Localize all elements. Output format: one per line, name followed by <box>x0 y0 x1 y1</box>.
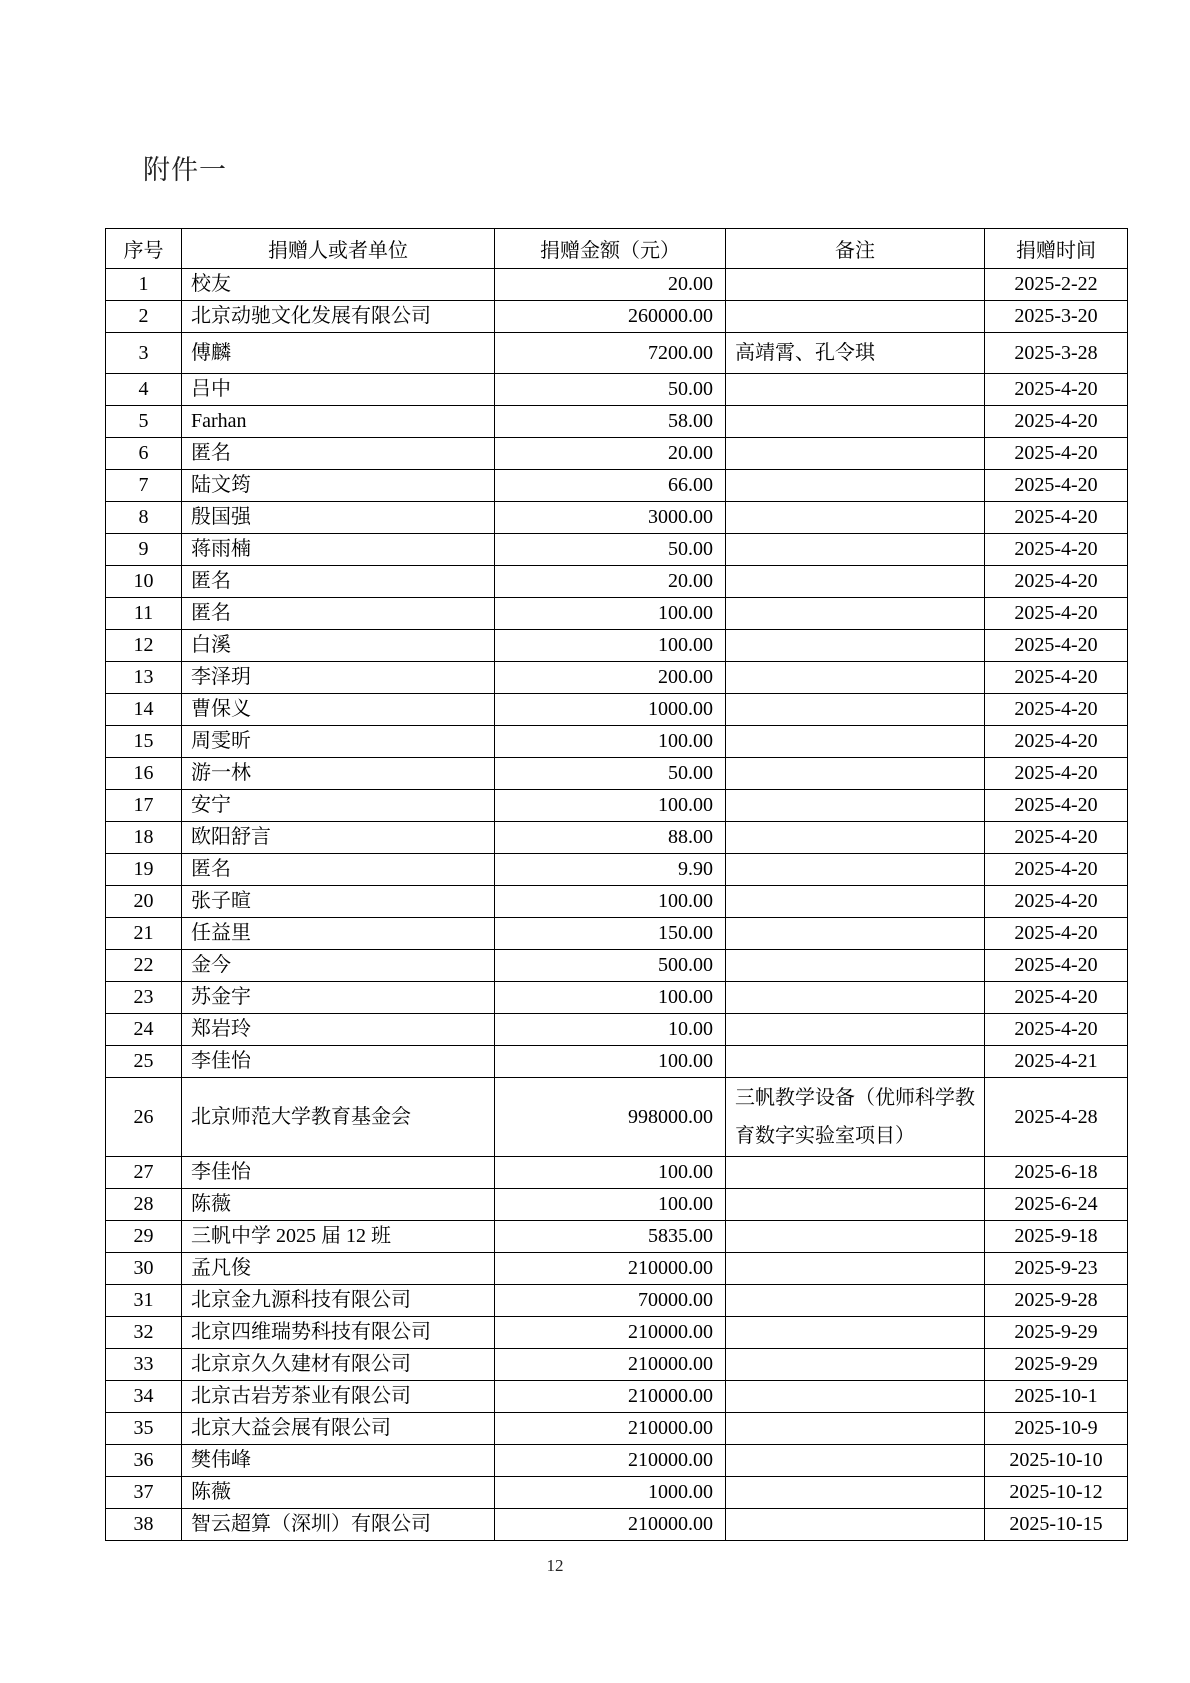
cell-donor: 樊伟峰 <box>182 1445 495 1477</box>
table-row <box>106 1221 1128 1253</box>
donation-table <box>105 228 1128 1541</box>
cell-amount: 210000.00 <box>495 1349 726 1381</box>
cell-amount: 100.00 <box>495 1046 726 1078</box>
cell-amount: 50.00 <box>495 758 726 790</box>
cell-date: 2025-6-18 <box>985 1157 1128 1189</box>
cell-amount: 210000.00 <box>495 1413 726 1445</box>
table-row <box>106 566 1128 598</box>
table-row <box>106 662 1128 694</box>
cell-date: 2025-4-20 <box>985 822 1128 854</box>
cell-date: 2025-4-20 <box>985 598 1128 630</box>
cell-amount: 100.00 <box>495 726 726 758</box>
cell-amount: 998000.00 <box>495 1078 726 1157</box>
cell-date: 2025-10-10 <box>985 1445 1128 1477</box>
cell-remark <box>726 598 985 630</box>
table-row <box>106 1477 1128 1509</box>
cell-no: 4 <box>106 374 182 406</box>
cell-donor: 安宁 <box>182 790 495 822</box>
cell-donor: 蒋雨楠 <box>182 534 495 566</box>
cell-donor: 北京大益会展有限公司 <box>182 1413 495 1445</box>
table-row <box>106 1509 1128 1541</box>
cell-date: 2025-4-20 <box>985 470 1128 502</box>
cell-donor: 游一林 <box>182 758 495 790</box>
table-row <box>106 1046 1128 1078</box>
cell-donor: 张子暄 <box>182 886 495 918</box>
cell-remark <box>726 1349 985 1381</box>
cell-amount: 20.00 <box>495 438 726 470</box>
cell-date: 2025-9-29 <box>985 1349 1128 1381</box>
cell-amount: 500.00 <box>495 950 726 982</box>
table-row <box>106 854 1128 886</box>
cell-remark <box>726 1285 985 1317</box>
cell-amount: 210000.00 <box>495 1445 726 1477</box>
cell-date: 2025-4-28 <box>985 1078 1128 1157</box>
cell-remark <box>726 854 985 886</box>
cell-remark <box>726 1381 985 1413</box>
table-row <box>106 1413 1128 1445</box>
cell-donor: 孟凡俊 <box>182 1253 495 1285</box>
cell-remark <box>726 566 985 598</box>
cell-date: 2025-4-20 <box>985 950 1128 982</box>
header-amount: 捐赠金额（元） <box>495 229 726 269</box>
cell-remark <box>726 694 985 726</box>
cell-donor: 苏金宇 <box>182 982 495 1014</box>
cell-date: 2025-4-20 <box>985 534 1128 566</box>
cell-amount: 100.00 <box>495 630 726 662</box>
table-row <box>106 790 1128 822</box>
cell-date: 2025-10-1 <box>985 1381 1128 1413</box>
cell-amount: 1000.00 <box>495 1477 726 1509</box>
table-row <box>106 822 1128 854</box>
cell-no: 8 <box>106 502 182 534</box>
table-row <box>106 1014 1128 1046</box>
cell-date: 2025-10-15 <box>985 1509 1128 1541</box>
cell-no: 1 <box>106 269 182 301</box>
table-row <box>106 1189 1128 1221</box>
cell-donor: 吕中 <box>182 374 495 406</box>
table-body <box>106 269 1128 1541</box>
table-row <box>106 950 1128 982</box>
cell-no: 15 <box>106 726 182 758</box>
cell-no: 28 <box>106 1189 182 1221</box>
cell-donor: 陆文筠 <box>182 470 495 502</box>
cell-amount: 50.00 <box>495 534 726 566</box>
cell-amount: 20.00 <box>495 566 726 598</box>
table-header-row <box>106 229 1128 269</box>
cell-date: 2025-4-20 <box>985 854 1128 886</box>
cell-donor: 北京古岩芳茶业有限公司 <box>182 1381 495 1413</box>
table-row <box>106 1349 1128 1381</box>
cell-no: 37 <box>106 1477 182 1509</box>
cell-amount: 210000.00 <box>495 1509 726 1541</box>
cell-date: 2025-3-28 <box>985 333 1128 374</box>
table-row <box>106 438 1128 470</box>
header-no: 序号 <box>106 229 182 269</box>
cell-donor: 李佳怡 <box>182 1157 495 1189</box>
cell-remark <box>726 886 985 918</box>
cell-remark <box>726 1509 985 1541</box>
cell-remark <box>726 630 985 662</box>
cell-no: 7 <box>106 470 182 502</box>
cell-no: 20 <box>106 886 182 918</box>
cell-date: 2025-4-20 <box>985 438 1128 470</box>
cell-donor: 北京京久久建材有限公司 <box>182 1349 495 1381</box>
cell-remark <box>726 1317 985 1349</box>
table-row <box>106 918 1128 950</box>
cell-amount: 88.00 <box>495 822 726 854</box>
cell-remark <box>726 438 985 470</box>
cell-remark <box>726 1046 985 1078</box>
cell-no: 34 <box>106 1381 182 1413</box>
table-row <box>106 758 1128 790</box>
cell-amount: 58.00 <box>495 406 726 438</box>
cell-remark <box>726 1253 985 1285</box>
cell-donor: 欧阳舒言 <box>182 822 495 854</box>
table-row <box>106 886 1128 918</box>
table-row <box>106 598 1128 630</box>
table-row <box>106 1445 1128 1477</box>
cell-remark <box>726 790 985 822</box>
table-row <box>106 726 1128 758</box>
cell-date: 2025-2-22 <box>985 269 1128 301</box>
cell-amount: 100.00 <box>495 790 726 822</box>
cell-no: 16 <box>106 758 182 790</box>
table-row <box>106 694 1128 726</box>
cell-donor: 匿名 <box>182 598 495 630</box>
cell-amount: 50.00 <box>495 374 726 406</box>
cell-no: 33 <box>106 1349 182 1381</box>
cell-no: 18 <box>106 822 182 854</box>
cell-date: 2025-9-28 <box>985 1285 1128 1317</box>
table-row <box>106 333 1128 374</box>
cell-donor: 傅麟 <box>182 333 495 374</box>
cell-no: 21 <box>106 918 182 950</box>
cell-date: 2025-3-20 <box>985 301 1128 333</box>
cell-amount: 210000.00 <box>495 1253 726 1285</box>
cell-donor: 任益里 <box>182 918 495 950</box>
cell-date: 2025-6-24 <box>985 1189 1128 1221</box>
cell-donor: 匿名 <box>182 854 495 886</box>
cell-amount: 210000.00 <box>495 1317 726 1349</box>
cell-remark <box>726 1157 985 1189</box>
cell-date: 2025-4-20 <box>985 886 1128 918</box>
cell-remark <box>726 1189 985 1221</box>
cell-no: 19 <box>106 854 182 886</box>
cell-date: 2025-4-20 <box>985 1014 1128 1046</box>
cell-amount: 200.00 <box>495 662 726 694</box>
cell-no: 2 <box>106 301 182 333</box>
cell-amount: 5835.00 <box>495 1221 726 1253</box>
cell-no: 26 <box>106 1078 182 1157</box>
cell-no: 10 <box>106 566 182 598</box>
cell-no: 25 <box>106 1046 182 1078</box>
cell-donor: 李佳怡 <box>182 1046 495 1078</box>
cell-amount: 100.00 <box>495 982 726 1014</box>
cell-donor: 三帆中学 2025 届 12 班 <box>182 1221 495 1253</box>
header-donor: 捐赠人或者单位 <box>182 229 495 269</box>
header-date: 捐赠时间 <box>985 229 1128 269</box>
cell-remark <box>726 918 985 950</box>
cell-date: 2025-9-23 <box>985 1253 1128 1285</box>
cell-remark: 三帆教学设备（优师科学教育数字实验室项目） <box>726 1078 985 1157</box>
cell-date: 2025-10-12 <box>985 1477 1128 1509</box>
table-row <box>106 1317 1128 1349</box>
cell-donor: 曹保义 <box>182 694 495 726</box>
cell-donor: 北京四维瑞势科技有限公司 <box>182 1317 495 1349</box>
cell-date: 2025-4-20 <box>985 982 1128 1014</box>
cell-date: 2025-4-20 <box>985 758 1128 790</box>
cell-donor: 匿名 <box>182 566 495 598</box>
cell-donor: 李泽玥 <box>182 662 495 694</box>
table-row <box>106 374 1128 406</box>
table-row <box>106 1285 1128 1317</box>
cell-remark <box>726 502 985 534</box>
cell-date: 2025-4-20 <box>985 630 1128 662</box>
cell-amount: 100.00 <box>495 886 726 918</box>
cell-remark <box>726 301 985 333</box>
cell-amount: 100.00 <box>495 598 726 630</box>
cell-amount: 9.90 <box>495 854 726 886</box>
cell-remark <box>726 662 985 694</box>
cell-remark <box>726 470 985 502</box>
cell-amount: 210000.00 <box>495 1381 726 1413</box>
cell-date: 2025-4-20 <box>985 406 1128 438</box>
cell-donor: Farhan <box>182 406 495 438</box>
table-row <box>106 502 1128 534</box>
cell-date: 2025-4-20 <box>985 726 1128 758</box>
cell-remark <box>726 406 985 438</box>
cell-remark <box>726 1477 985 1509</box>
cell-no: 12 <box>106 630 182 662</box>
cell-date: 2025-4-20 <box>985 918 1128 950</box>
table-row <box>106 1078 1128 1157</box>
table-row <box>106 1253 1128 1285</box>
cell-no: 38 <box>106 1509 182 1541</box>
cell-no: 9 <box>106 534 182 566</box>
cell-no: 6 <box>106 438 182 470</box>
cell-donor: 周雯昕 <box>182 726 495 758</box>
cell-amount: 100.00 <box>495 1157 726 1189</box>
cell-date: 2025-4-20 <box>985 694 1128 726</box>
cell-donor: 殷国强 <box>182 502 495 534</box>
cell-remark <box>726 822 985 854</box>
cell-no: 22 <box>106 950 182 982</box>
cell-no: 13 <box>106 662 182 694</box>
table-row <box>106 982 1128 1014</box>
table-row <box>106 1157 1128 1189</box>
cell-donor: 北京金九源科技有限公司 <box>182 1285 495 1317</box>
table-row <box>106 269 1128 301</box>
cell-date: 2025-4-20 <box>985 662 1128 694</box>
cell-date: 2025-10-9 <box>985 1413 1128 1445</box>
cell-amount: 100.00 <box>495 1189 726 1221</box>
cell-remark <box>726 1413 985 1445</box>
cell-no: 11 <box>106 598 182 630</box>
cell-date: 2025-4-20 <box>985 502 1128 534</box>
cell-donor: 郑岩玲 <box>182 1014 495 1046</box>
cell-remark <box>726 1445 985 1477</box>
cell-donor: 白溪 <box>182 630 495 662</box>
cell-no: 29 <box>106 1221 182 1253</box>
cell-amount: 7200.00 <box>495 333 726 374</box>
cell-date: 2025-9-18 <box>985 1221 1128 1253</box>
cell-no: 27 <box>106 1157 182 1189</box>
cell-amount: 66.00 <box>495 470 726 502</box>
cell-remark <box>726 1221 985 1253</box>
cell-no: 32 <box>106 1317 182 1349</box>
cell-remark <box>726 534 985 566</box>
cell-donor: 校友 <box>182 269 495 301</box>
cell-date: 2025-4-21 <box>985 1046 1128 1078</box>
cell-remark <box>726 758 985 790</box>
cell-remark <box>726 982 985 1014</box>
cell-remark <box>726 1014 985 1046</box>
cell-no: 31 <box>106 1285 182 1317</box>
header-remark: 备注 <box>726 229 985 269</box>
cell-amount: 10.00 <box>495 1014 726 1046</box>
cell-no: 14 <box>106 694 182 726</box>
cell-no: 3 <box>106 333 182 374</box>
cell-amount: 260000.00 <box>495 301 726 333</box>
table-row <box>106 470 1128 502</box>
cell-donor: 智云超算（深圳）有限公司 <box>182 1509 495 1541</box>
cell-remark: 高靖霄、孔令琪 <box>726 333 985 374</box>
cell-date: 2025-4-20 <box>985 566 1128 598</box>
table-row <box>106 406 1128 438</box>
cell-remark <box>726 726 985 758</box>
cell-date: 2025-9-29 <box>985 1317 1128 1349</box>
cell-no: 36 <box>106 1445 182 1477</box>
cell-date: 2025-4-20 <box>985 374 1128 406</box>
cell-no: 17 <box>106 790 182 822</box>
cell-no: 35 <box>106 1413 182 1445</box>
cell-amount: 150.00 <box>495 918 726 950</box>
cell-donor: 金今 <box>182 950 495 982</box>
cell-no: 24 <box>106 1014 182 1046</box>
cell-remark <box>726 374 985 406</box>
attachment-title: 附件一 <box>143 155 227 185</box>
table-row <box>106 1381 1128 1413</box>
cell-date: 2025-4-20 <box>985 790 1128 822</box>
cell-donor: 北京师范大学教育基金会 <box>182 1078 495 1157</box>
table-row <box>106 534 1128 566</box>
cell-donor: 陈薇 <box>182 1189 495 1221</box>
cell-no: 5 <box>106 406 182 438</box>
page-number: 12 <box>546 1556 564 1575</box>
table-row <box>106 301 1128 333</box>
cell-amount: 70000.00 <box>495 1285 726 1317</box>
cell-donor: 匿名 <box>182 438 495 470</box>
cell-no: 30 <box>106 1253 182 1285</box>
cell-remark <box>726 269 985 301</box>
cell-remark <box>726 950 985 982</box>
cell-amount: 3000.00 <box>495 502 726 534</box>
cell-amount: 20.00 <box>495 269 726 301</box>
cell-donor: 陈薇 <box>182 1477 495 1509</box>
cell-amount: 1000.00 <box>495 694 726 726</box>
cell-no: 23 <box>106 982 182 1014</box>
cell-donor: 北京动驰文化发展有限公司 <box>182 301 495 333</box>
table-row <box>106 630 1128 662</box>
